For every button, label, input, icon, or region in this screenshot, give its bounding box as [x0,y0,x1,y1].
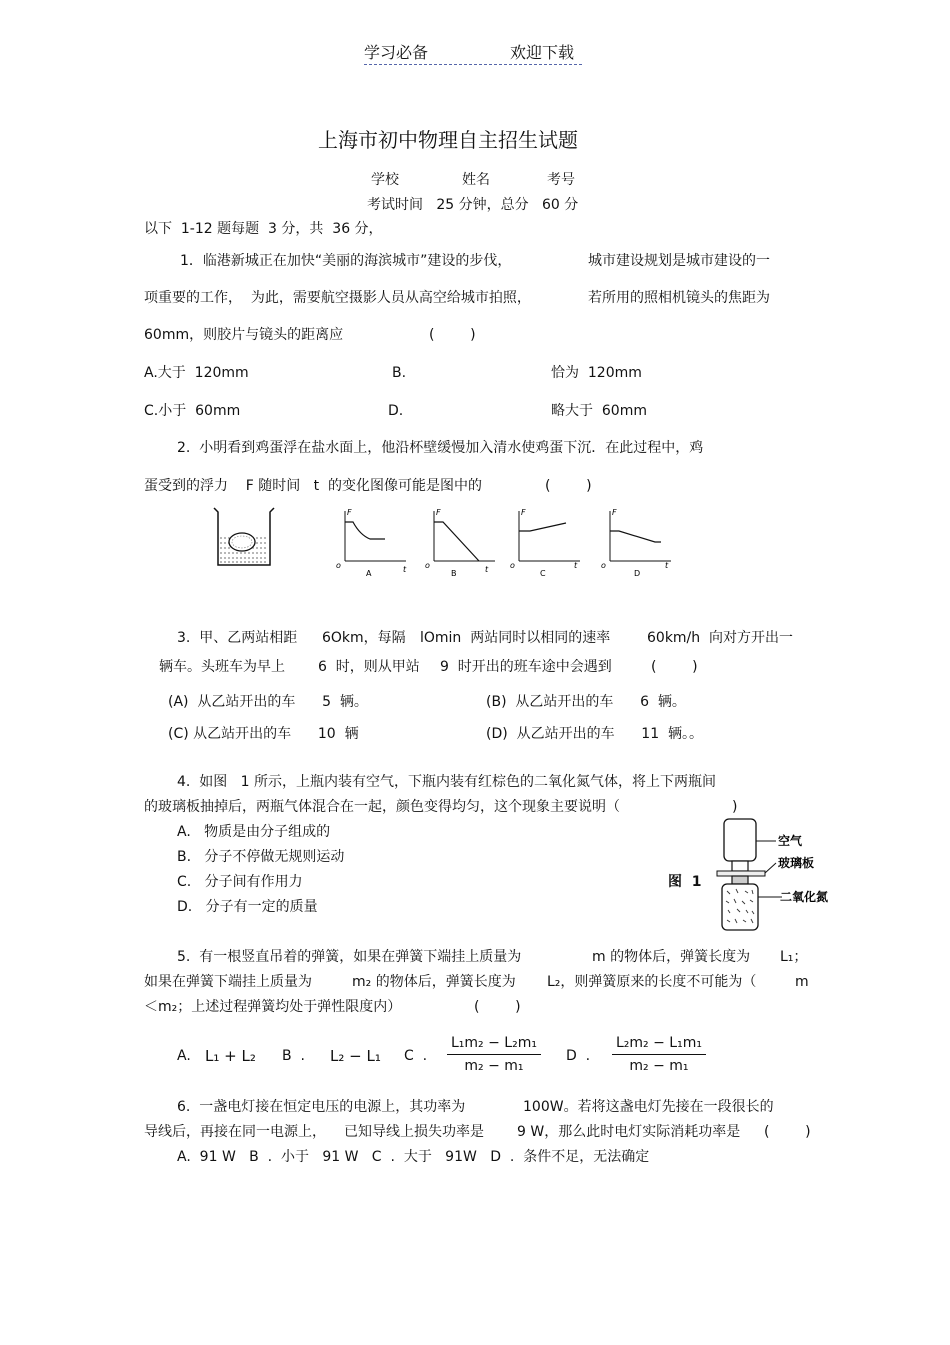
graph-c-origin: o [510,561,515,570]
graph-b-caption: B [451,569,457,578]
q5-line3: ＜m₂；上述过程弹簧均处于弹性限度内） [144,999,402,1015]
q4-bottle-figure [712,815,842,935]
q1-option-b: B. [392,365,407,381]
graph-b-f-label: F [436,508,441,517]
q1-line1a: 1．临港新城正在加快“美丽的海滨城市”建设的步伐， [180,253,512,269]
q3-line1b: 6Okm，每隔 [322,630,406,646]
q3-line2a: 辆车。头班车为早上 [159,659,285,675]
beaker-illustration [214,508,274,565]
q5-option-c-label: C . [404,1048,428,1064]
q5-line2b: m₂ 的物体后，弹簧长度为 [352,974,516,990]
q6-line2b: 已知导线上损失功率是 [344,1124,484,1140]
graph-b [425,508,495,578]
q2-line1: 2. 小明看到鸡蛋浮在盐水面上，他沿杯壁缓慢加入清水使鸡蛋下沉．在此过程中，鸡 [177,440,704,456]
q4-answer-paren: ) [732,799,738,815]
q6-line2c: 9 W，那么此时电灯实际消耗功率是 [517,1124,741,1140]
q4-option-c: C. 分子间有作用力 [177,874,303,890]
q6-line1a: 6. 一盏电灯接在恒定电压的电源上，其功率为 [177,1099,466,1115]
q5-line1c: L₁； [780,949,808,965]
q2-answer-paren: ( ) [545,478,592,494]
q2-figure [210,505,680,585]
q1-line1b: 城市建设规划是城市建设的一 [588,253,770,269]
graph-b-origin: o [425,561,430,570]
q4-line2: 的玻璃板抽掉后，两瓶气体混合在一起，颜色变得均匀，这个现象主要说明（ [144,799,620,815]
q3-line1d: 60km/h 向对方开出一 [647,630,794,646]
q5-option-a-label: A. [177,1048,191,1064]
q5-option-c-fraction [447,1035,541,1074]
q3-option-b: (B) 从乙站开出的车 6 辆。 [486,694,686,710]
upper-bottle [724,819,756,871]
q1-option-a: A.大于 120mm [144,365,249,381]
graph-a [336,508,407,578]
q3-line1a: 3. 甲、乙两站相距 [177,630,298,646]
header-divider [364,64,582,65]
q6-line1b: 100W。若将这盏电灯先接在一段很长的 [523,1099,774,1115]
q3-option-c: (C) 从乙站开出的车 10 辆 [168,726,359,742]
q6-line2a: 导线后，再接在同一电源上， [144,1124,326,1140]
q1-option-d: D. [388,403,404,419]
q1-answer-paren: ( ) [429,327,476,343]
q2-line2: 蛋受到的浮力 F 随时间 t 的变化图像可能是图中的 [144,478,483,494]
q1-line2a: 项重要的工作， 为此，需要航空摄影人员从高空给城市拍照， [144,290,531,306]
no2-label: 二氧化氮 [780,890,829,904]
q4-figure-label: 图 1 [668,874,702,890]
q1-option-c: C.小于 60mm [144,403,241,419]
q3-line2b: 6 时，则从甲站 [318,659,420,675]
air-label: 空气 [778,834,803,848]
q4-option-d: D. 分子有一定的质量 [177,899,318,915]
glass-plate [717,871,765,876]
q1-line2b: 若所用的照相机镜头的焦距为 [588,290,770,306]
header-right: 欢迎下载 [510,43,575,62]
graph-c-t-label: t [574,561,578,570]
q3-line1c: lOmin 两站同时以相同的速率 [420,630,611,646]
glass-plate-label: 玻璃板 [778,856,815,870]
q5-option-a-expr: L₁ + L₂ [205,1047,256,1065]
q1-line3: 60mm，则胶片与镜头的距离应 [144,327,344,343]
q5-option-b-label: B . [282,1048,305,1064]
graph-b-t-label: t [485,565,489,574]
q1-option-d-text: 略大于 60mm [551,403,647,419]
graph-d-caption: D [634,569,641,578]
q3-option-d: (D) 从乙站开出的车 11 辆。。 [486,726,704,742]
school-label: 学校 [371,172,399,188]
graph-a-caption: A [366,569,372,578]
q3-answer-paren: ( ) [651,659,698,675]
graph-c-f-label: F [521,508,526,517]
q5-option-c-numerator: L₁m₂ − L₂m₁ [447,1035,541,1055]
q3-option-a: (A) 从乙站开出的车 5 辆。 [168,694,368,710]
q5-option-d-numerator: L₂m₂ − L₁m₁ [612,1035,706,1055]
q5-line2c: L₂，则弹簧原来的长度不可能为（ [547,974,757,990]
q1-option-b-text: 恰为 120mm [551,365,642,381]
q3-line2c: 9 时开出的班车途中会遇到 [440,659,612,675]
lower-bottle [722,876,758,930]
graph-a-origin: o [336,561,341,570]
graph-c [510,508,580,578]
q5-answer-paren: ( ) [474,999,521,1015]
graph-c-caption: C [540,569,546,578]
q5-line1b: m 的物体后，弹簧长度为 [592,949,751,965]
graph-a-f-label: F [347,508,352,517]
section-instructions: 以下 1-12 题每题 3 分，共 36 分， [144,221,383,237]
q6-answer-paren: ( ) [764,1124,811,1140]
q6-options: A. 91 W B . 小于 91 W C . 大于 91W D . 条件不足，无法确定 [177,1149,650,1165]
graph-d-origin: o [601,561,606,570]
graph-a-t-label: t [403,565,407,574]
graph-d-f-label: F [612,508,617,517]
q4-option-a: A. 物质是由分子组成的 [177,824,331,840]
q5-option-d-denominator: m₂ − m₁ [629,1058,689,1074]
header-left: 学习必备 [364,43,429,62]
q5-option-d-label: D . [566,1048,591,1064]
q4-line1: 4. 如图 1 所示，上瓶内装有空气，下瓶内装有红棕色的二氧化氮气体，将上下两瓶间 [177,774,716,790]
graph-d [601,508,671,578]
number-label: 考号 [547,172,575,188]
q5-line2d: m [795,974,809,990]
graph-d-t-label: t [665,561,669,570]
q4-option-b: B. 分子不停做无规则运动 [177,849,345,865]
q5-option-c-denominator: m₂ − m₁ [464,1058,524,1074]
name-label: 姓名 [462,172,490,188]
q5-option-d-fraction [612,1035,706,1074]
exam-info: 考试时间 25 分钟，总分 60 分 [367,197,579,213]
page-title: 上海市初中物理自主招生试题 [318,128,578,152]
q5-line2a: 如果在弹簧下端挂上质量为 [144,974,312,990]
q5-option-b-expr: L₂ − L₁ [330,1047,381,1065]
q5-line1a: 5. 有一根竖直吊着的弹簧，如果在弹簧下端挂上质量为 [177,949,522,965]
